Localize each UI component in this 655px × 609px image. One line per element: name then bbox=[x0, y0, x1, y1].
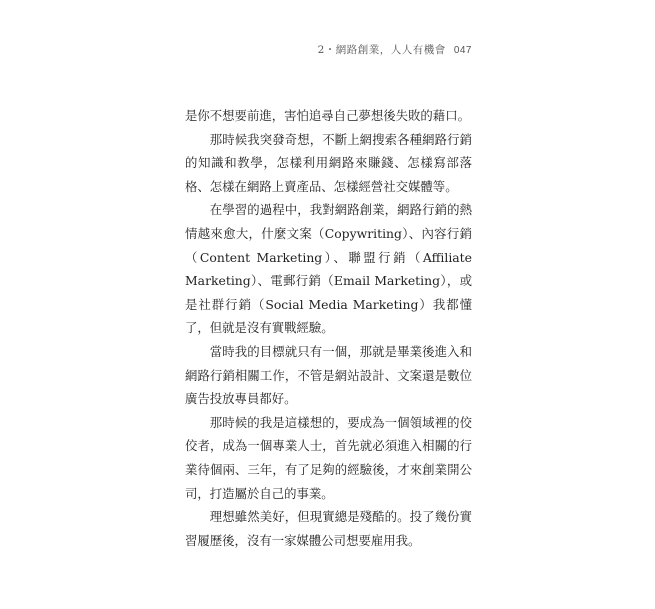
paragraph: 那時候的我是這樣想的，要成為一個領域裡的佼佼者，成為一個專業人士，首先就必須進入相關的行業待個兩、三年，有了足夠的經驗後，才來創業開公司，打造屬於自己的事業。 bbox=[185, 414, 472, 501]
page-number: 047 bbox=[453, 45, 472, 56]
paragraph-continuation: 是你不想要前進，害怕追尋自己夢想後失敗的藉口。 bbox=[185, 108, 470, 123]
paragraph: 當時我的目標就只有一個，那就是畢業後進入和網路行銷相關工作，不管是網站設計、文案還是數位廣告投放專員都好。 bbox=[185, 343, 472, 407]
body-text bbox=[185, 104, 472, 552]
paragraph: 那時候我突發奇想，不斷上網搜索各種網路行銷的知識和教學，怎樣利用網路來賺錢、怎樣寫部落格、怎樣在網路上賣產品、怎樣經營社交媒體等。 bbox=[185, 131, 472, 194]
running-header bbox=[318, 42, 472, 57]
paragraph: 理想雖然美好，但現實總是殘酷的。投了幾份實習履歷後，沒有一家媒體公司想要雇用我。 bbox=[185, 509, 472, 548]
paragraph: 在學習的過程中，我對網路創業，網路行銷的熱情越來愈大，什麼文案（Copywriting）、內容行銷（Content Marketing）、聯盟行銷（Affiliate Marketing）、電郵行銷（Email Marketing），或是社群行銷（Social Media Marketing）我都懂了，但就是沒有實戰經驗。 bbox=[185, 202, 472, 336]
chapter-title: 2・網路創業，人人有機會 bbox=[317, 44, 446, 56]
